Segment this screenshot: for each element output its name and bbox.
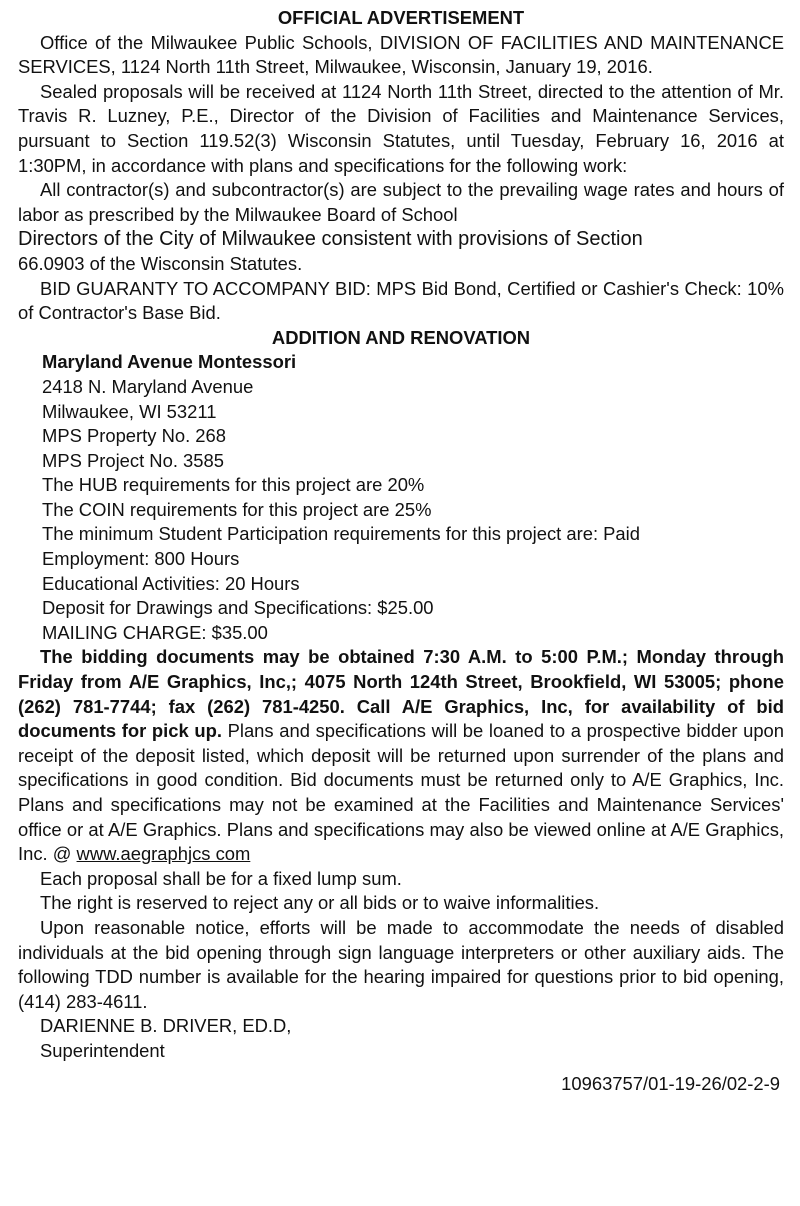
project-educational: Educational Activities: 20 Hours bbox=[42, 572, 300, 594]
project-property-no: MPS Property No. 268 bbox=[42, 425, 226, 447]
project-project-no: MPS Project No. 3585 bbox=[42, 449, 224, 471]
project-name: Maryland Avenue Montessori bbox=[42, 351, 297, 373]
project-hub: The HUB requirements for this project are 20% bbox=[42, 474, 425, 496]
project-city: Milwaukee, WI 53211 bbox=[42, 400, 217, 422]
website-link[interactable]: www.aegraphjcs com bbox=[76, 843, 251, 865]
wage-paragraph-line2: Directors of the City of Milwaukee consistent with provisions of Section bbox=[18, 228, 643, 251]
bid-guaranty-paragraph: BID GUARANTY TO ACCOMPANY BID: MPS Bid Bond, Certified or Cashier's Check: 10% of Contractor's Base Bid. bbox=[18, 277, 784, 324]
signer-name: DARIENNE B. DRIVER, ED.D, bbox=[40, 1015, 292, 1037]
project-address: 2418 N. Maryland Avenue bbox=[42, 375, 254, 397]
ad-code: 10963757/01-19-26/02-2-9 bbox=[561, 1072, 780, 1094]
bidding-bold-text: The bidding documents may be obtained 7:30 A.M. to 5:00 P.M.; Monday through Friday from A/E Graphics, Inc,; 4075 North 124th Street, Brookfield, WI 53005; phone (262) 781-7744; fax (262) 781-4250. Call A/E Graphics, Inc, for availability of bid documents for pick up. bbox=[18, 646, 784, 742]
bidding-rest-text: Plans and specifications will be loaned to a prospective bidder upon receipt of the deposit listed, which deposit will be returned upon surrender of the plans and specifications in good condition. Bid documents must be returned only to A/E Graphics, Inc. Plans and specifications may not be examined at the Facilities and Maintenance Services' office or at A/E Graphics. Plans and specifications may also be viewed online at A/E Graphics, Inc. @ bbox=[18, 720, 784, 865]
right-reserved-paragraph: The right is reserved to reject any or all bids or to waive informalities. bbox=[40, 892, 600, 914]
proposals-paragraph: Sealed proposals will be received at 1124 North 11th Street, directed to the attention of Mr. Travis R. Luzney, P.E., Director of the Division of Facilities and Maintenance Services, pursuant to Section 119.52(3) Wisconsin Statutes, until Tuesday, February 16, 2016 at 1:30PM, in accordance with plans and specifications for the following work: bbox=[18, 80, 784, 176]
accommodation-paragraph: Upon reasonable notice, efforts will be made to accommodate the needs of disabled individuals at the bid opening through sign language interpreters or other auxiliary aids. The following TDD number is available for the hearing impaired for questions prior to bid opening, (414) 283-4611. bbox=[18, 916, 784, 1012]
bidding-paragraph bbox=[18, 645, 784, 866]
project-employment: Employment: 800 Hours bbox=[42, 548, 240, 570]
section-title: ADDITION AND RENOVATION bbox=[271, 326, 531, 348]
project-coin: The COIN requirements for this project are 25% bbox=[42, 498, 432, 520]
signer-title: Superintendent bbox=[40, 1039, 165, 1061]
lump-sum-paragraph: Each proposal shall be for a fixed lump sum. bbox=[40, 867, 402, 889]
wage-paragraph-line3: 66.0903 of the Wisconsin Statutes. bbox=[18, 252, 303, 274]
project-deposit: Deposit for Drawings and Specifications: $25.00 bbox=[42, 597, 434, 619]
project-details bbox=[18, 350, 784, 645]
project-mailing: MAILING CHARGE: $35.00 bbox=[42, 621, 268, 643]
page-title: OFFICIAL ADVERTISEMENT bbox=[277, 7, 525, 28]
project-student-participation: The minimum Student Participation requirements for this project are: Paid bbox=[42, 523, 640, 545]
intro-paragraph: Office of the Milwaukee Public Schools, DIVISION OF FACILITIES AND MAINTENANCE SERVICES, 1124 North 11th Street, Milwaukee, Wisconsin, January 19, 2016. bbox=[18, 31, 784, 78]
wage-paragraph-line1: All contractor(s) and subcontractor(s) are subject to the prevailing wage rates and hours of labor as prescribed by the Milwaukee Board of School bbox=[18, 179, 784, 225]
